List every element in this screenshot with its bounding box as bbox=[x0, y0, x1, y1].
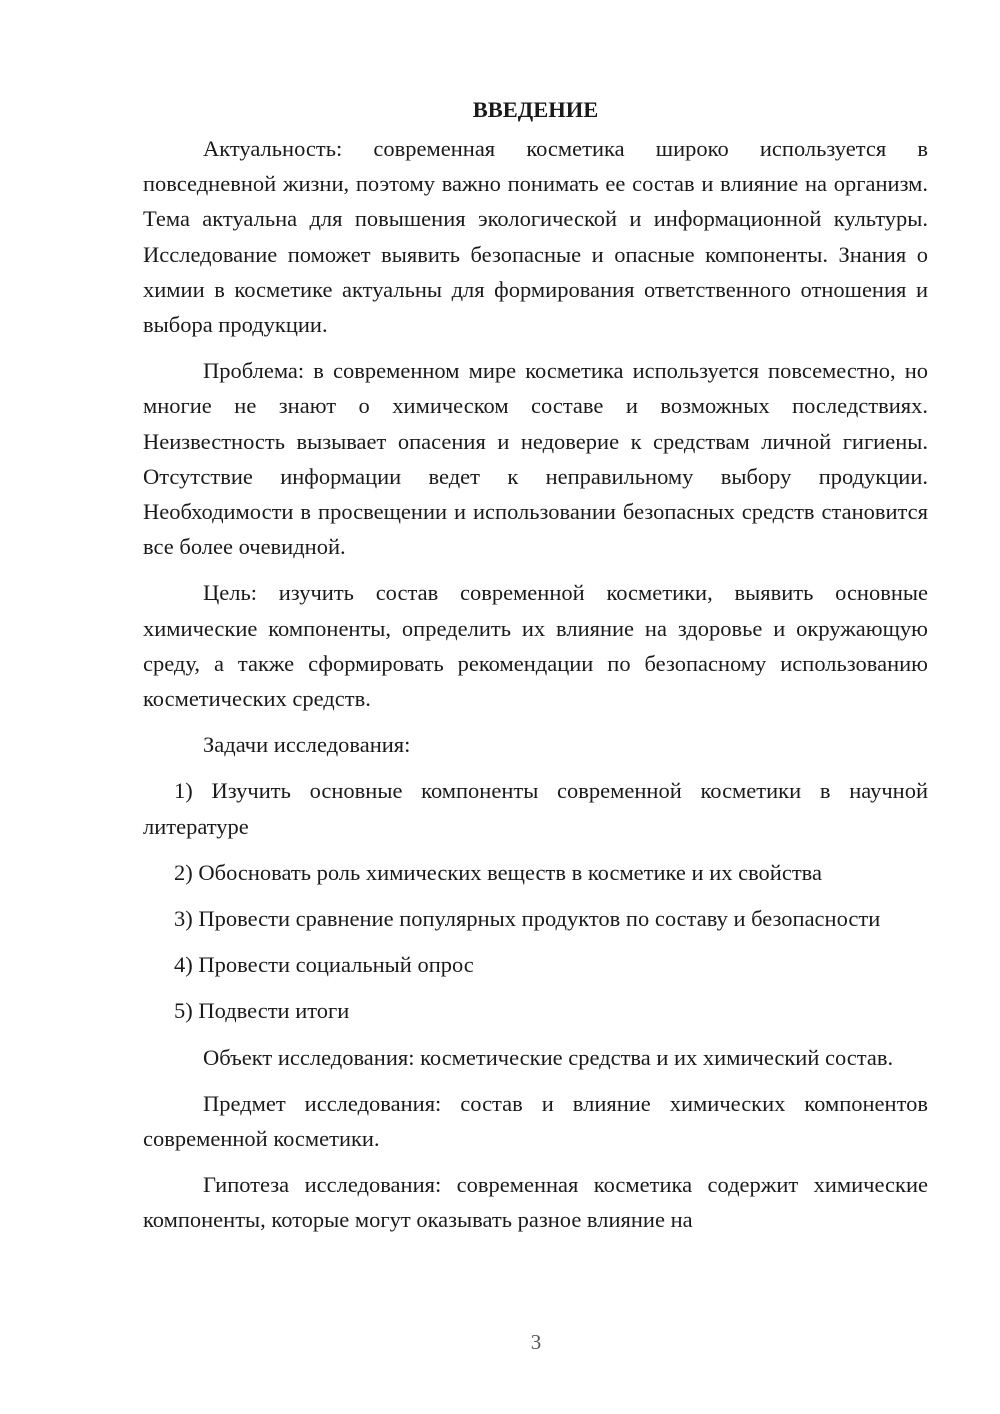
task-item-2: 2) Обосновать роль химических веществ в косметике и их свойства bbox=[174, 859, 822, 885]
paragraph-problem: Проблема: в современном мире косметика используется повсеместно, но многие не знают о химическом составе и возможных последствиях. Неизвестность вызывает опасения и недоверие к средствам личной гигиены. Отсутствие информации ведет к неправильному выбору продукции. Необходимости в просвещении и использовании безопасных средств становится все более очевидной. bbox=[143, 358, 928, 560]
task-item-1: 1) Изучить основные компоненты современной косметики в научной литературе bbox=[143, 778, 928, 839]
tasks-heading: Задачи исследования: bbox=[203, 732, 411, 758]
paragraph-object: Объект исследования: косметические средства и их химический состав. bbox=[203, 1044, 894, 1070]
page-title: ВВЕДЕНИЕ bbox=[472, 97, 599, 122]
paragraph-relevance: Актуальность: современная косметика широко используется в повседневной жизни, поэтому важно понимать ее состав и влияние на организм. Тема актуальна для повышения экологической и информационной культуры. Исследование поможет выявить безопасные и опасные компоненты. Знания о химии в косметике актуальны для формирования ответственного отношения и выбора продукции. bbox=[143, 136, 928, 338]
paragraph-hypothesis: Гипотеза исследования: современная косметика содержит химические компоненты, которые могут оказывать разное влияние на bbox=[143, 1172, 928, 1233]
document-page bbox=[143, 92, 928, 1249]
paragraph-subject: Предмет исследования: состав и влияние химических компонентов современной косметики. bbox=[143, 1090, 928, 1152]
page-number: 3 bbox=[530, 1330, 542, 1354]
paragraph-goal: Цель: изучить состав современной косметики, выявить основные химические компоненты, определить их влияние на здоровье и окружающую среду, а также сформировать рекомендации по безопасному использованию косметических средств. bbox=[143, 580, 928, 712]
task-item-4: 4) Провести социальный опрос bbox=[174, 952, 474, 978]
task-item-3: 3) Провести сравнение популярных продуктов по составу и безопасности bbox=[174, 906, 881, 932]
task-item-5: 5) Подвести итоги bbox=[174, 998, 350, 1024]
